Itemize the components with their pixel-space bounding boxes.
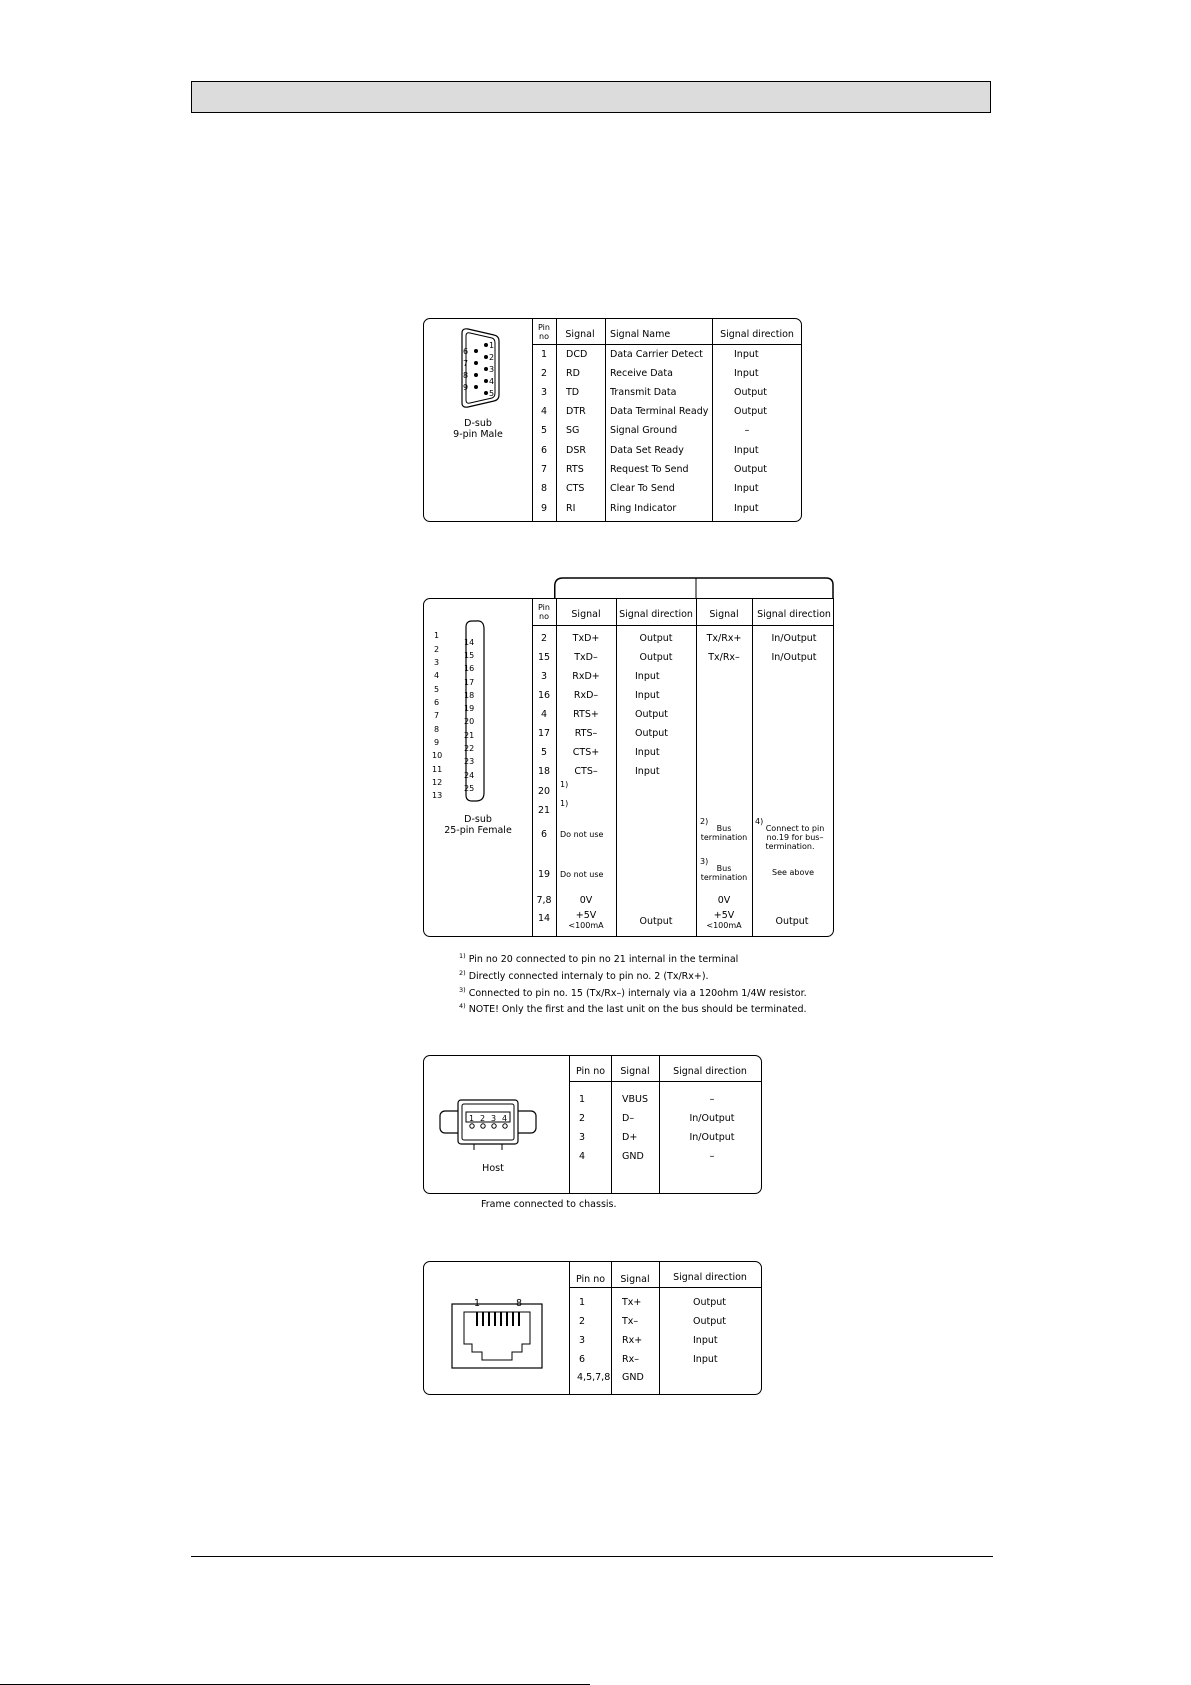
signal-name-cell: Signal Ground [610,425,678,436]
header-signal-name: Signal Name [610,329,671,340]
pin-label: 2 [480,1114,486,1123]
pin-cell: 4 [540,709,548,720]
direction-cell: Input [734,349,759,360]
ethernet-pinout-panel [423,1261,762,1395]
footnote-text: Directly connected internaly to pin no. 2 (Tx/Rx+). [468,971,709,983]
pin-label: 8 [434,725,440,734]
signal-name-cell: Transmit Data [610,387,677,398]
signal2-cell: Bus [716,824,732,833]
pin-label: 13 [432,791,443,800]
signal-cell: Rx+ [622,1335,643,1346]
header-pin-no: Pin no [538,603,550,621]
signal-cell: RxD+ [572,671,600,682]
signal-cell: Rx– [622,1354,639,1365]
usb-pinout-panel [423,1055,762,1194]
pin-label: 19 [464,704,475,713]
direction-cell: Output [639,916,673,927]
signal-cell: TD [566,387,580,398]
signal2-cell: termination [700,873,748,882]
pin-cell: 2 [579,1113,586,1124]
direction-cell: Input [693,1335,718,1346]
pin-label: 1 [489,341,495,350]
pin-label: 4 [434,671,440,680]
footnote-ref: 3) [700,857,709,866]
signal-cell: Do not use [560,870,604,879]
connector-sublabel: 9-pin Male [453,429,503,440]
pin-label: 7 [434,711,440,720]
signal-cell: RTS+ [573,709,599,720]
direction2-cell: In/Output [771,633,817,644]
signal-cell: CTS [566,483,585,494]
pin-cell: 15 [537,652,551,663]
direction-cell: Input [734,503,759,514]
pin-cell: 7 [540,464,548,475]
pin-label: 21 [464,731,475,740]
signal-cell: 0V [579,895,593,906]
footnote-ref: 1) [560,780,569,789]
direction-cell: Input [734,368,759,379]
signal-cell: SG [566,425,580,436]
pin-cell: 8 [540,483,548,494]
header-signal-direction: Signal direction [619,609,693,620]
pin-cell: 19 [537,869,551,880]
pin-label: 23 [464,757,475,766]
pin-cell: 6 [540,829,548,840]
signal-cell: Do not use [560,830,604,839]
footnote-text: Pin no 20 connected to pin no 21 internal in the terminal [468,954,739,966]
pin-cell: 4 [579,1151,586,1162]
pin-label: 2 [434,645,440,654]
signal2-cell: Bus [716,864,732,873]
direction-cell: Input [734,483,759,494]
signal2-cell: 0V [717,895,731,906]
pin-label: 9 [434,738,440,747]
signal-name-cell: Clear To Send [610,483,675,494]
header-signal-2: Signal [709,609,739,620]
signal-cell: TxD– [574,652,598,663]
rs422-pinout-panel [423,598,834,937]
pin-label: 2 [489,353,495,362]
pin-label: 6 [434,698,440,707]
direction-cell: – [709,1151,715,1162]
signal2-cell: +5V [713,910,735,921]
pin-label: 15 [464,651,475,660]
pin-label: 20 [464,717,475,726]
direction-cell: Output [734,387,767,398]
pin-label: 18 [464,691,475,700]
header-signal-direction: Signal direction [720,329,794,340]
pin-label: 24 [464,771,475,780]
pin-cell: 20 [537,786,551,797]
signal2-cell: <100mA [706,921,742,930]
pin-label: 5 [434,685,440,694]
pin-label: 16 [464,664,475,673]
pin-cell: 3 [540,671,548,682]
footnote-text: Connected to pin no. 15 (Tx/Rx–) internaly via a 120ohm 1/4W resistor. [468,988,807,1000]
signal-cell: DTR [566,406,586,417]
rj45-connector-icon [450,1290,544,1370]
direction-cell: Output [693,1316,726,1327]
pin-label: 3 [489,365,495,374]
pin-cell: 2 [540,368,548,379]
signal-cell: CTS– [574,766,598,777]
pin-label: 4 [489,377,495,386]
signal-name-cell: Receive Data [610,368,673,379]
direction-cell: – [744,425,750,436]
signal-cell: GND [622,1372,644,1383]
pin-label: 14 [464,638,475,647]
signal-cell: DCD [566,349,588,360]
direction2-cell: Connect to pin [765,824,825,833]
direction-cell: Output [734,406,767,417]
header-pin-no: Pin no [538,323,550,341]
pin-label: 1 [469,1114,475,1123]
dsub25-connector-icon [436,617,516,812]
header-signal: Signal [620,1066,650,1077]
pin-label: 7 [463,359,469,368]
pin-cell: 1 [579,1094,586,1105]
footnote-ref: 2) [700,817,709,826]
direction-cell: Input [635,690,660,701]
direction-cell: In/Output [689,1132,735,1143]
footnote-mark: 2) [459,969,466,977]
direction2-cell: Output [775,916,809,927]
pin-cell: 3 [579,1335,586,1346]
pin-label: 1 [474,1298,481,1309]
footnote-mark: 3) [459,986,466,994]
signal-name-cell: Data Terminal Ready [610,406,709,417]
pin-label: 4 [502,1114,508,1123]
rs232-pinout-panel [423,318,802,522]
page-header-bar [191,81,991,113]
signal-cell: RTS [566,464,584,475]
pin-cell: 2 [579,1316,586,1327]
signal2-cell: termination [700,833,748,842]
header-signal-direction: Signal direction [673,1272,747,1283]
signal2-cell: Tx/Rx– [708,652,740,663]
signal-cell: RxD– [573,690,599,701]
pin-cell: 2 [540,633,548,644]
direction2-cell: termination. [765,842,815,851]
direction-cell: Input [635,671,660,682]
signal-name-cell: Request To Send [610,464,689,475]
direction2-cell: no.19 for bus– [766,833,824,842]
direction-cell: Input [635,747,660,758]
header-pin-no: Pin no [576,1274,606,1285]
connector-label: D-sub [464,814,492,825]
pin-label: 5 [489,389,495,398]
signal-cell: D– [622,1113,635,1124]
pin-cell: 3 [579,1132,586,1143]
direction-cell: Output [635,728,668,739]
pin-label: 11 [432,765,443,774]
usb-frame-note: Frame connected to chassis. [481,1199,617,1210]
footer-rule [191,1556,993,1557]
pin-cell: 5 [540,425,548,436]
pin-cell: 17 [537,728,551,739]
footnote [459,951,738,965]
direction-cell: Input [734,445,759,456]
pin-label: 17 [464,678,475,687]
header-signal: Signal [565,329,595,340]
direction-cell: Output [635,709,668,720]
signal2-cell: Tx/Rx+ [706,633,742,644]
pin-label: 25 [464,784,475,793]
signal-cell: +5V [575,910,597,921]
pin-cell: 16 [537,690,551,701]
pin-label: 3 [434,658,440,667]
direction-cell: Output [693,1297,726,1308]
pin-cell: 6 [579,1354,586,1365]
signal-cell: Tx+ [622,1297,642,1308]
signal-cell: RI [566,503,576,514]
connector-sublabel: 25-pin Female [444,825,512,836]
pin-cell: 18 [537,766,551,777]
signal-cell: TxD+ [572,633,600,644]
signal-name-cell: Ring Indicator [610,503,677,514]
pin-cell: 4 [540,406,548,417]
direction-cell: In/Output [689,1113,735,1124]
pin-cell: 9 [540,503,548,514]
footnote-mark: 4) [459,1002,466,1010]
pin-label: 10 [432,751,443,760]
pin-label: 6 [463,347,469,356]
footnote [459,968,709,982]
pin-cell: 21 [537,805,551,816]
signal-name-cell: Data Carrier Detect [610,349,703,360]
footnote-ref: 4) [755,817,764,826]
signal-cell: VBUS [622,1094,648,1105]
pin-cell: 3 [540,387,548,398]
footnote [459,1001,807,1015]
direction-cell: Input [693,1354,718,1365]
connector-label: D-sub [464,418,492,429]
pin-label: 8 [516,1298,523,1309]
pin-cell: 14 [537,913,551,924]
signal-cell: <100mA [568,921,604,930]
direction2-cell: In/Output [771,652,817,663]
pin-cell: 4,5,7,8 [577,1372,611,1383]
pin-label: 9 [463,383,469,392]
signal-name-cell: Data Set Ready [610,445,684,456]
signal-cell: RTS– [574,728,598,739]
pin-label: 3 [491,1114,497,1123]
pin-label: 8 [463,371,469,380]
pin-cell: 1 [579,1297,586,1308]
header-pin-no: Pin no [576,1066,606,1077]
header-signal-direction-2: Signal direction [757,609,831,620]
header-signal-direction: Signal direction [673,1066,747,1077]
header-signal: Signal [620,1274,650,1285]
footnote-text: NOTE! Only the first and the last unit on the bus should be terminated. [468,1004,807,1016]
header-signal: Signal [571,609,601,620]
direction-cell: Input [635,766,660,777]
footnote-ref: 1) [560,799,569,808]
pin-cell: 1 [540,349,548,360]
direction-cell: Output [639,652,673,663]
signal-cell: CTS+ [572,747,600,758]
footnote-mark: 1) [459,952,466,960]
direction-cell: – [709,1094,715,1105]
signal-cell: DSR [566,445,586,456]
direction-cell: Output [639,633,673,644]
direction-cell: Output [734,464,767,475]
pin-cell: 5 [540,747,548,758]
footnote [459,985,807,999]
signal-cell: D+ [622,1132,638,1143]
signal-cell: RD [566,368,580,379]
pin-label: 1 [434,631,440,640]
pin-cell: 6 [540,445,548,456]
direction2-cell: See above [772,868,814,877]
usb-a-connector-icon [438,1096,538,1154]
signal-cell: GND [622,1151,644,1162]
pin-label: 12 [432,778,443,787]
pin-cell: 7,8 [536,895,552,906]
connector-label: Host [482,1163,504,1174]
pin-label: 22 [464,744,475,753]
signal-cell: Tx– [622,1316,639,1327]
